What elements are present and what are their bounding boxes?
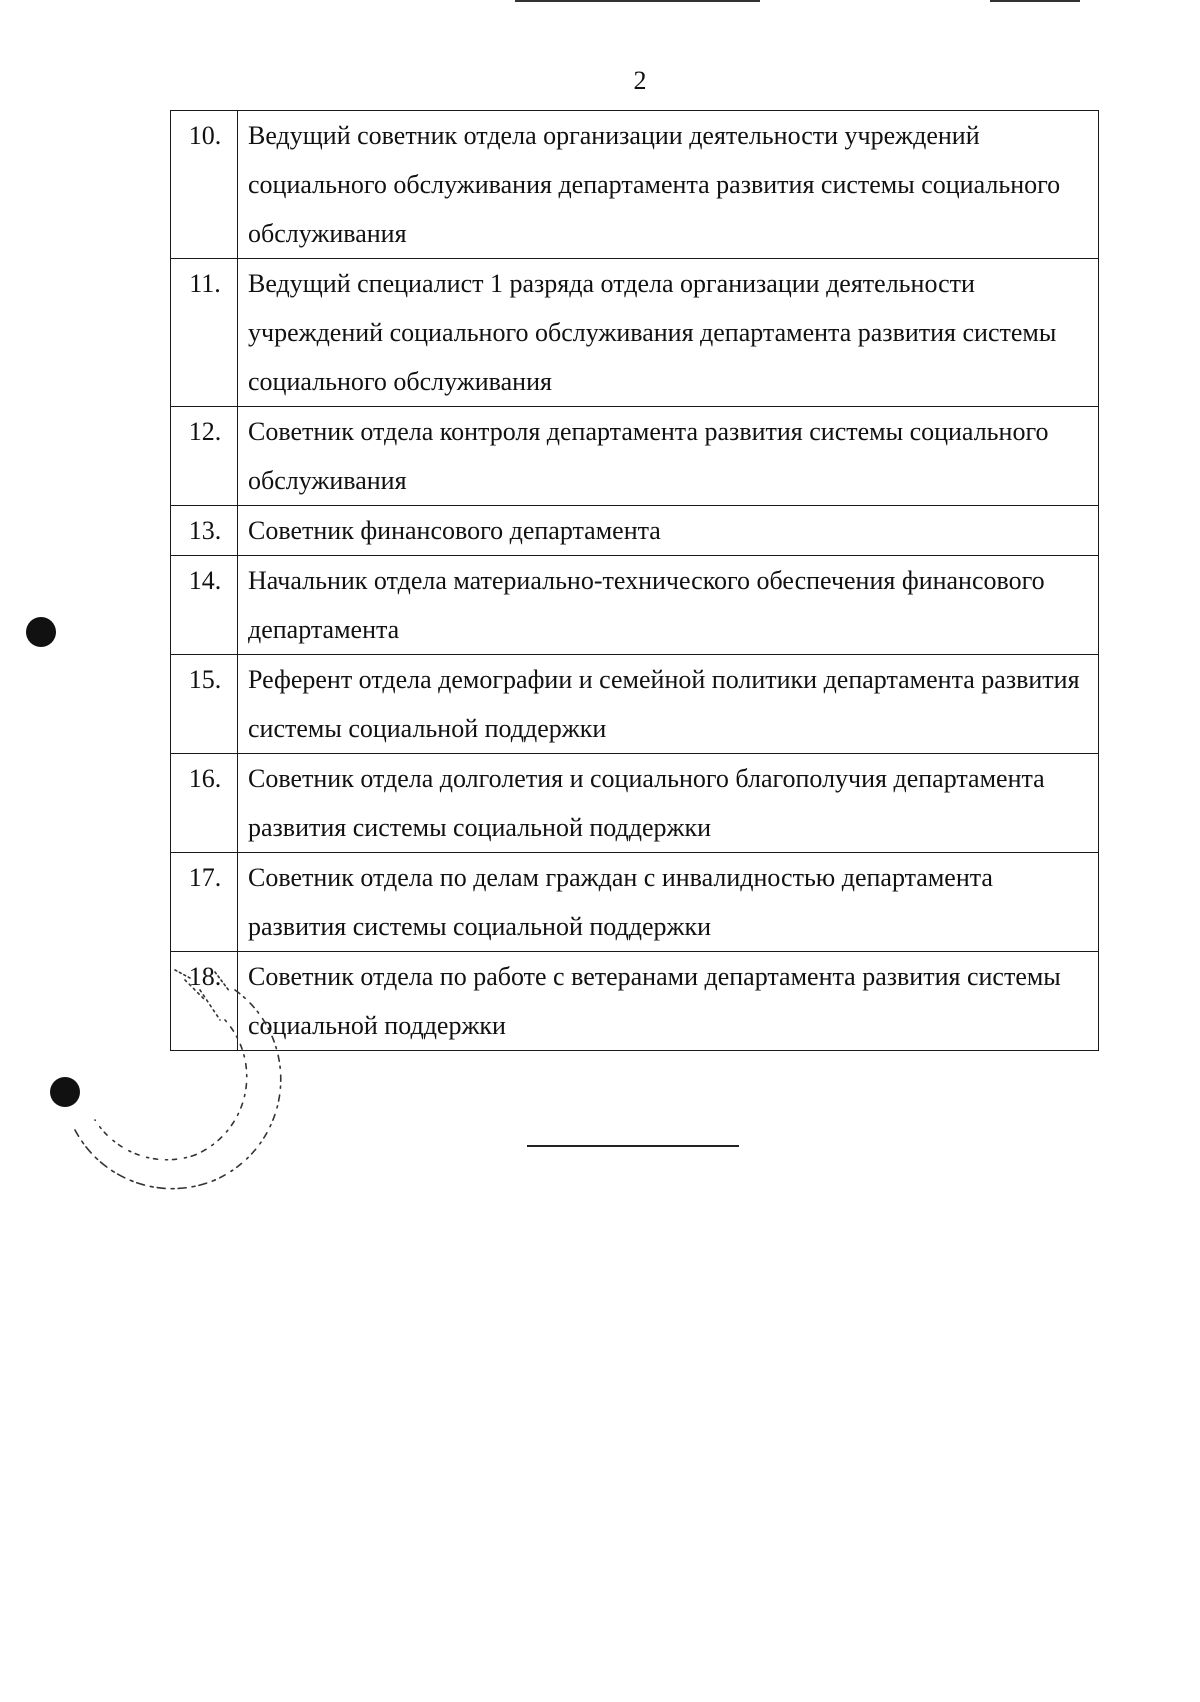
punch-hole xyxy=(26,617,56,647)
position-title: Советник отдела контроля департамента развития системы социального обслуживания xyxy=(238,407,1099,506)
table-row xyxy=(171,111,1099,259)
top-edge-rule xyxy=(515,0,760,2)
table-row xyxy=(171,506,1099,556)
row-number: 12. xyxy=(171,407,238,506)
row-number: 10. xyxy=(171,111,238,259)
end-of-document-rule xyxy=(527,1145,739,1147)
table-row xyxy=(171,754,1099,853)
row-number: 13. xyxy=(171,506,238,556)
row-number: 11. xyxy=(171,259,238,407)
table-row xyxy=(171,556,1099,655)
top-edge-rule xyxy=(990,0,1080,2)
row-number: 16. xyxy=(171,754,238,853)
row-number: 14. xyxy=(171,556,238,655)
page-number: 2 xyxy=(633,66,647,95)
table-row xyxy=(171,952,1099,1051)
position-title: Ведущий советник отдела организации деятельности учреждений социального обслуживания департамента развития системы социального обслуживания xyxy=(238,111,1099,259)
table-row xyxy=(171,259,1099,407)
position-title: Советник финансового департамента xyxy=(238,506,1099,556)
position-title: Начальник отдела материально-технического обеспечения финансового департамента xyxy=(238,556,1099,655)
position-title: Референт отдела демографии и семейной политики департамента развития системы социальной поддержки xyxy=(238,655,1099,754)
position-title: Ведущий специалист 1 разряда отдела организации деятельности учреждений социального обслуживания департамента развития системы социального обслуживания xyxy=(238,259,1099,407)
table-row xyxy=(171,853,1099,952)
positions-table xyxy=(170,110,1099,1051)
row-number: 15. xyxy=(171,655,238,754)
position-title: Советник отдела долголетия и социального благополучия департамента развития системы социальной поддержки xyxy=(238,754,1099,853)
table-row xyxy=(171,407,1099,506)
position-title: Советник отдела по делам граждан с инвалидностью департамента развития системы социальной поддержки xyxy=(238,853,1099,952)
seal-stamp xyxy=(55,960,285,1220)
position-title: Советник отдела по работе с ветеранами департамента развития системы социальной поддержки xyxy=(238,952,1099,1051)
row-number: 17. xyxy=(171,853,238,952)
row-number: 18. xyxy=(171,952,238,1051)
table-row xyxy=(171,655,1099,754)
